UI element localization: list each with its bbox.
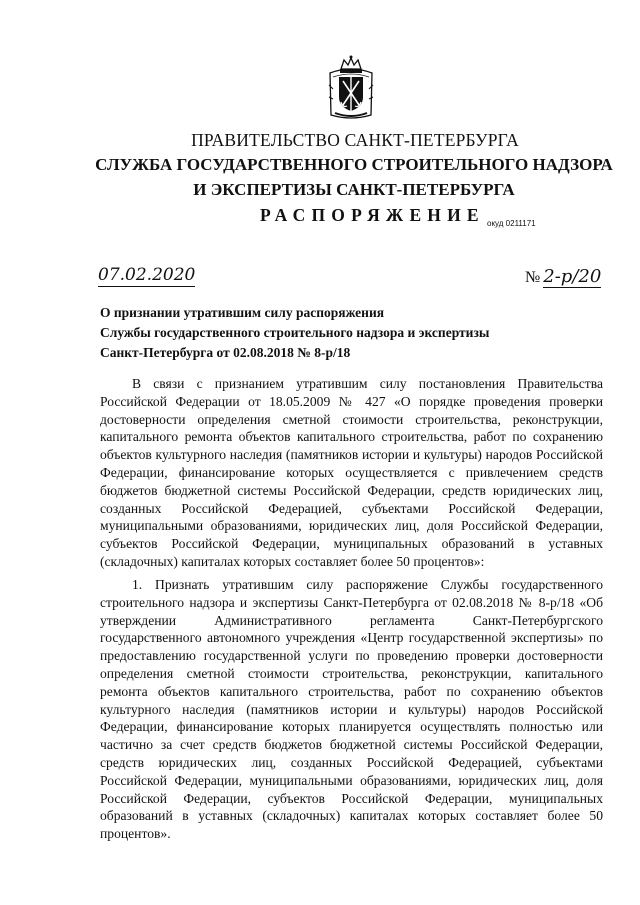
- number-value: 2-р/20: [543, 266, 602, 287]
- government-name: ПРАВИТЕЛЬСТВО САНКТ-ПЕТЕРБУРГА: [191, 130, 519, 150]
- document-number: [525, 266, 601, 287]
- body-paragraph-preamble: В связи с признанием утратившим силу постановления Правительства Российской Федерации от 18.05.2009 № 427 «О порядке проведения проверки достоверности определения сметной стоимости строительства, реконструкции, капитального ремонта объектов капитального строительства, работ по сохранению объектов культурного наследия (памятников истории и культуры) народов Российской Федерации, финансирование которых осуществляется с привлечением средств бюджетов бюджетной системы Российской Федерации, средств юридических лиц, созданных Российской Федерацией, субъектами Российской Федерации, муниципальными образованиями, юридических лиц, доля Российской Федерации, субъектов Российской Федерации, муниципальных образований в уставных (складочных) капиталах которых составляет более 50 процентов»:: [100, 376, 603, 569]
- coat-of-arms-icon: [327, 55, 375, 121]
- subject-line: Санкт-Петербурга от 02.08.2018 № 8-р/18: [100, 345, 351, 360]
- subject-line: О признании утратившим силу распоряжения: [100, 305, 385, 320]
- document-subject: [100, 303, 489, 363]
- okud-code: окуд 0211171: [487, 219, 536, 228]
- number-label: №: [525, 269, 541, 286]
- service-name-line2: И ЭКСПЕРТИЗЫ САНКТ-ПЕТЕРБУРГА: [193, 180, 515, 199]
- subject-line: Службы государственного строительного надзора и экспертизы: [100, 325, 490, 340]
- document-date: 07.02.2020: [98, 265, 196, 285]
- service-name-line1: СЛУЖБА ГОСУДАРСТВЕННОГО СТРОИТЕЛЬНОГО НАДЗОРА: [95, 155, 613, 174]
- body-paragraph-item-1: 1. Признать утратившим силу распоряжение Службы государственного строительного надзора и экспертизы Санкт-Петербурга от 02.08.2018 № 8-р/18 «Об утверждении Административного регламента Санкт-Петербургского государственного автономного учреждения «Центр государственной экспертизы» по предоставлению государственной услуги по проведению проверки достоверности определения сметной стоимости строительства, реконструкции, капитального ремонта объектов капитального строительства, работ по сохранению объектов культурного наследия (памятников истории и культуры) народов Российской Федерации, финансирование которых планируется осуществлять полностью или частично за счет средств бюджетов бюджетной системы Российской Федерации, средств юридических лиц, созданных Российской Федерацией, субъектами Российской Федерации, муниципальными образованиями, юридических лиц, доля Российской Федерации, субъектов Российской Федерации, муниципальных образований в уставных (складочных) капиталах которых составляет более 50 процентов».: [100, 577, 603, 842]
- document-type-title: РАСПОРЯЖЕНИЕ: [260, 205, 485, 225]
